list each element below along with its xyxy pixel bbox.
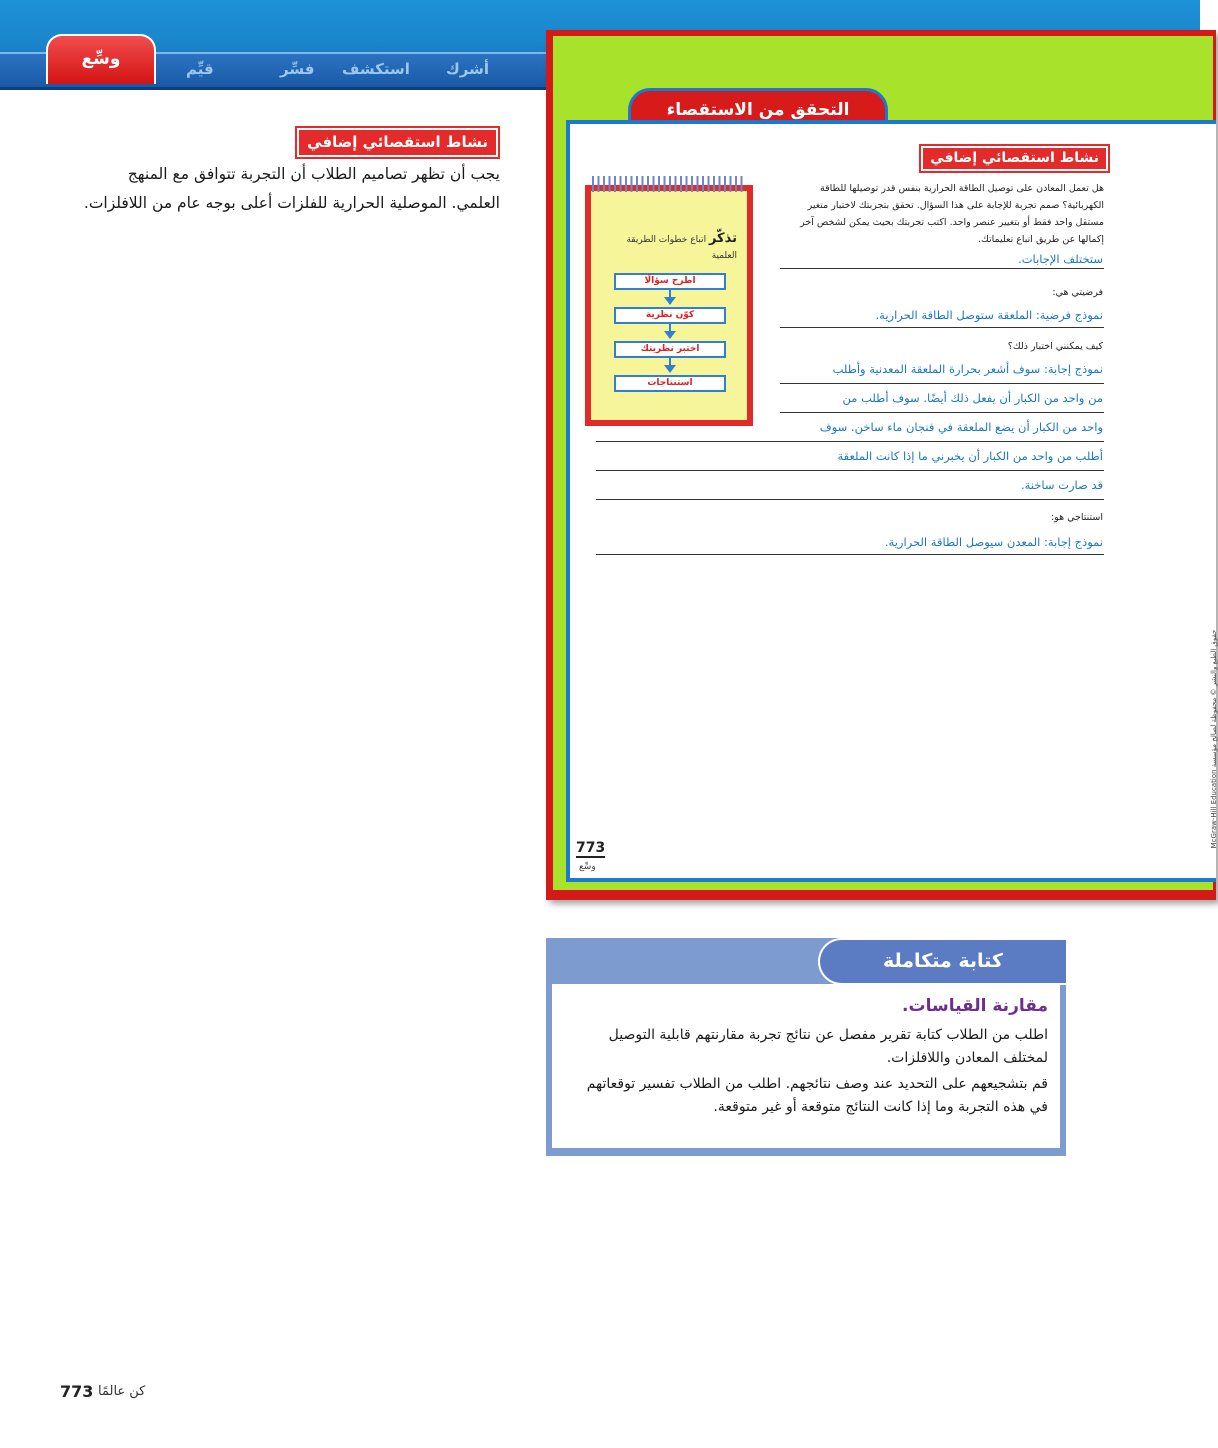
test-answer-line: قد صارت ساخنة. [1020,478,1103,492]
teacher-note-heading: نشاط استقصائي إضافي [297,128,498,157]
answers-vary: ستختلف الإجابات. [1018,252,1103,266]
footer-page-number: 773 [60,1382,94,1401]
flow-arrow-icon [664,331,676,339]
conclusion-label: استنتاجي هو: [1050,512,1103,523]
integrated-writing-title: مقارنة القياسات. [902,996,1048,1016]
notepad-title [605,231,737,264]
rule-line [780,412,1104,413]
flow-arrow-stem [669,358,671,365]
flow-arrow-icon [664,365,676,373]
nav-explore[interactable]: استكشف [342,60,410,78]
integrated-writing-tab: كتابة متكاملة [818,938,1066,985]
student-page-number: 773 [576,840,606,856]
inquiry-check-banner: التحقق من الاستقصاء [628,88,888,130]
rule-line [780,383,1104,384]
notepad [585,185,753,426]
test-answer-line: من واحد من الكبار أن يفعل ذلك أيضًا. سوف أطلب من [842,391,1103,405]
footer-text: كن عالمًا [98,1384,146,1399]
rule-line [780,268,1104,269]
hypothesis-label: فرضيتي هي: [1052,287,1103,298]
integrated-writing-paragraph: قم بتشجيعهم على التحديد عند وصف نتائجهم. اطلب من الطلاب تفسير توقعاتهم في هذه التجربة وما إذا كانت النتائج متوقعة أو غير متوقعة. [586,1076,1048,1115]
flow-arrow-icon [664,297,676,305]
nav-engage[interactable]: أشرك [446,60,489,78]
test-answer-line: أطلب من واحد من الكبار أن يخبرني ما إذا كانت الملعقة [837,449,1103,463]
rule-line [780,327,1104,328]
step-conclusions: استنتاجات [614,375,726,392]
student-question: هل تعمل المعادن على توصيل الطاقة الحرارية بنفس قدر توصيلها للطاقة الكهربائية؟ صمم تجربة للإجابة على هذا السؤال. تحقق بتجربتك لاختبار متغير مستقل واحد فقط أو بتغيير عنصر واحد. اكتب تجربتك بحيث يمكن لشخص آخر إكمالها عن طريق اتباع تعليماتك. [800,183,1104,245]
rule-line [596,470,1104,471]
rule-line [596,499,1104,500]
step-ask-question: اطرح سؤالًا [614,273,726,290]
student-page-section: وسِّع [579,862,596,872]
teacher-note-body: يجب أن تظهر تصاميم الطلاب أن التجربة تتوافق مع المنهج العلمي. الموصلية الحرارية للفلزات أعلى بوجه عام من اللافلزات. [83,165,500,212]
copyright-credit: McGraw-Hill Education حقوق الطبع والنشر © محفوظة لصالح مؤسسة [1210,629,1218,849]
notepad-title-bold: تذكّر [708,231,737,246]
nav-extend-tab[interactable]: وسِّع [46,34,156,84]
notepad-title-text: اتباع خطوات الطريقة العلمية [626,235,737,261]
test-answer-line: واحد من الكبار أن يضع الملعقة في فنجان ماء ساخن. سوف [819,420,1103,434]
notepad-spiral-binding [592,176,746,192]
step-form-theory: كوّن نظرية [614,307,726,324]
rule-line [596,554,1104,555]
nav-evaluate[interactable]: قيِّم [186,60,214,78]
rule-line [596,441,1104,442]
hypothesis-answer: نموذج فرضية: الملعقة ستوصل الطاقة الحرارية. [875,308,1103,322]
test-label: كيف يمكنني اختبار ذلك؟ [1007,341,1103,352]
step-test-theory: اختبر نظريتك [614,341,726,358]
test-answer-line: نموذج إجابة: سوف أشعر بحرارة الملعقة المعدنية وأطلب [832,362,1103,376]
conclusion-answer: نموذج إجابة: المعدن سيوصل الطاقة الحرارية. [884,535,1103,549]
integrated-writing-paragraph: اطلب من الطلاب كتابة تقرير مفصل عن نتائج تجربة مقارنتهم قابلية التوصيل لمختلف المعادن واللافلزات. [608,1027,1048,1066]
flow-arrow-stem [669,290,671,297]
student-activity-heading: نشاط استقصائي إضافي [921,146,1108,171]
notepad-paper [591,191,747,420]
flow-arrow-stem [669,324,671,331]
nav-explain[interactable]: فسِّر [280,60,315,78]
